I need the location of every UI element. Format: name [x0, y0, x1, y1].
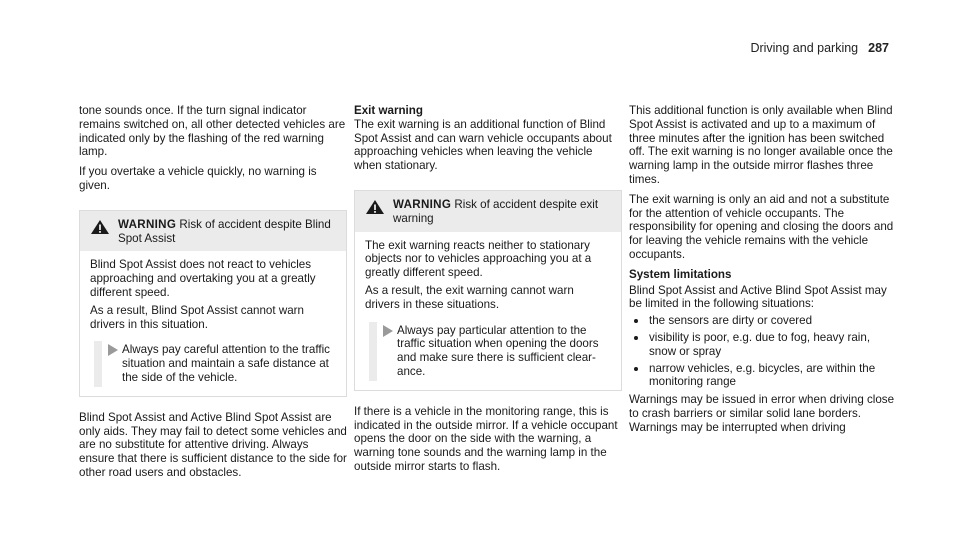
- col3-paragraph-1: This additional function is only available when Blind Spot Assist is activated and up to a maximum of three minutes after the ignition has been switched off. The exit warning is no longer available once the warning lamp in the outside mirror flashes three times.: [629, 104, 893, 186]
- system-limitations-heading: System limitations: [629, 267, 732, 281]
- exit-warning-heading: Exit warning: [354, 104, 423, 117]
- warning-header: [355, 191, 621, 232]
- column-3: [629, 104, 897, 435]
- action-arrow-icon: [383, 325, 393, 337]
- action-arrow-icon: [108, 344, 118, 356]
- warning-body-text-1: The exit warning reacts neither to stationary objects nor to vehicles approaching you at a greatly different speed.: [365, 238, 592, 280]
- list-item: visibility is poor, e.g. due to fog, heavy rain, snow or spray: [629, 331, 897, 359]
- warning-title: Risk of accident despite exit warning: [393, 197, 599, 225]
- action-text: Always pay particular attention to the traffic situation when opening the doors and make sure there is sufficient clearance.: [397, 323, 599, 378]
- warning-box-exit-warning: [354, 190, 622, 391]
- action-instruction: [94, 341, 336, 386]
- list-item: narrow vehicles, e.g. bicycles, are within the monitoring range: [629, 362, 897, 390]
- warning-title: Risk of accident despite Blind Spot Assist: [118, 217, 331, 245]
- col1-paragraph-1: tone sounds once. If the turn signal indicator remains switched on, all other detected vehicles are indicated only by the flashing of the red warning lamp.: [79, 104, 346, 159]
- page-header: [750, 42, 889, 56]
- column-1: [79, 104, 347, 480]
- warning-triangle-icon: [90, 219, 112, 233]
- col3-paragraph-2: The exit warning is only an aid and not a substitute for the attention of vehicle occupants. The responsibility for opening and closing the doors and for leaving the vehicle remains with the vehicle occupants.: [629, 192, 894, 261]
- warning-body-text-2: As a result, Blind Spot Assist cannot warn drivers in this situation.: [90, 303, 304, 331]
- warning-label: WARNING: [118, 217, 177, 231]
- col3-paragraph-3: Blind Spot Assist and Active Blind Spot Assist may be limited in the following situations:: [629, 283, 887, 311]
- warning-body-text-1: Blind Spot Assist does not react to vehicles approaching and overtaking you at a greatly different speed.: [90, 258, 316, 299]
- warning-body-text-2: As a result, the exit warning cannot warn drivers in these situations.: [365, 283, 574, 311]
- warning-header: [80, 211, 346, 252]
- bullet-icon: [634, 336, 638, 340]
- col2-paragraph-2: If there is a vehicle in the monitoring range, this is indicated in the outside mirror. If a vehicle occupant opens the door on the side with the warning, a warning tone sounds and the warning lamp in the outside mirror starts to flash.: [354, 404, 618, 473]
- section-title: Driving and parking: [750, 41, 859, 55]
- col1-paragraph-2: If you overtake a vehicle quickly, no warning is given.: [79, 165, 317, 192]
- col2-paragraph-1: The exit warning is an additional function of Blind Spot Assist and can warn vehicle occupants about approaching vehicles when leaving the vehicle when stationary.: [354, 117, 612, 173]
- warning-label: WARNING: [393, 197, 452, 211]
- warning-body: [355, 232, 621, 390]
- action-instruction: [369, 322, 611, 381]
- col1-paragraph-3: Blind Spot Assist and Active Blind Spot Assist are only aids. They may fail to detect some vehicles and are no substitute for attentive driving. Always ensure that there is sufficient distance to the side for other road users and obstacles.: [79, 410, 347, 479]
- list-item: the sensors are dirty or covered: [629, 314, 897, 328]
- bullet-icon: [634, 319, 638, 323]
- limitations-list: [629, 314, 897, 389]
- warning-box-blind-spot: [79, 210, 347, 397]
- column-2: [354, 104, 622, 474]
- warning-body: [80, 251, 346, 395]
- action-text: Always pay careful attention to the traffic situation and maintain a safe distance at the side of the vehicle.: [122, 343, 330, 384]
- page-number: 287: [868, 41, 889, 55]
- bullet-icon: [634, 367, 638, 371]
- warning-triangle-icon: [365, 199, 387, 213]
- col3-paragraph-4: Warnings may be issued in error when driving close to crash barriers or similar solid lane borders. Warnings may be interrupted when driving: [629, 393, 895, 434]
